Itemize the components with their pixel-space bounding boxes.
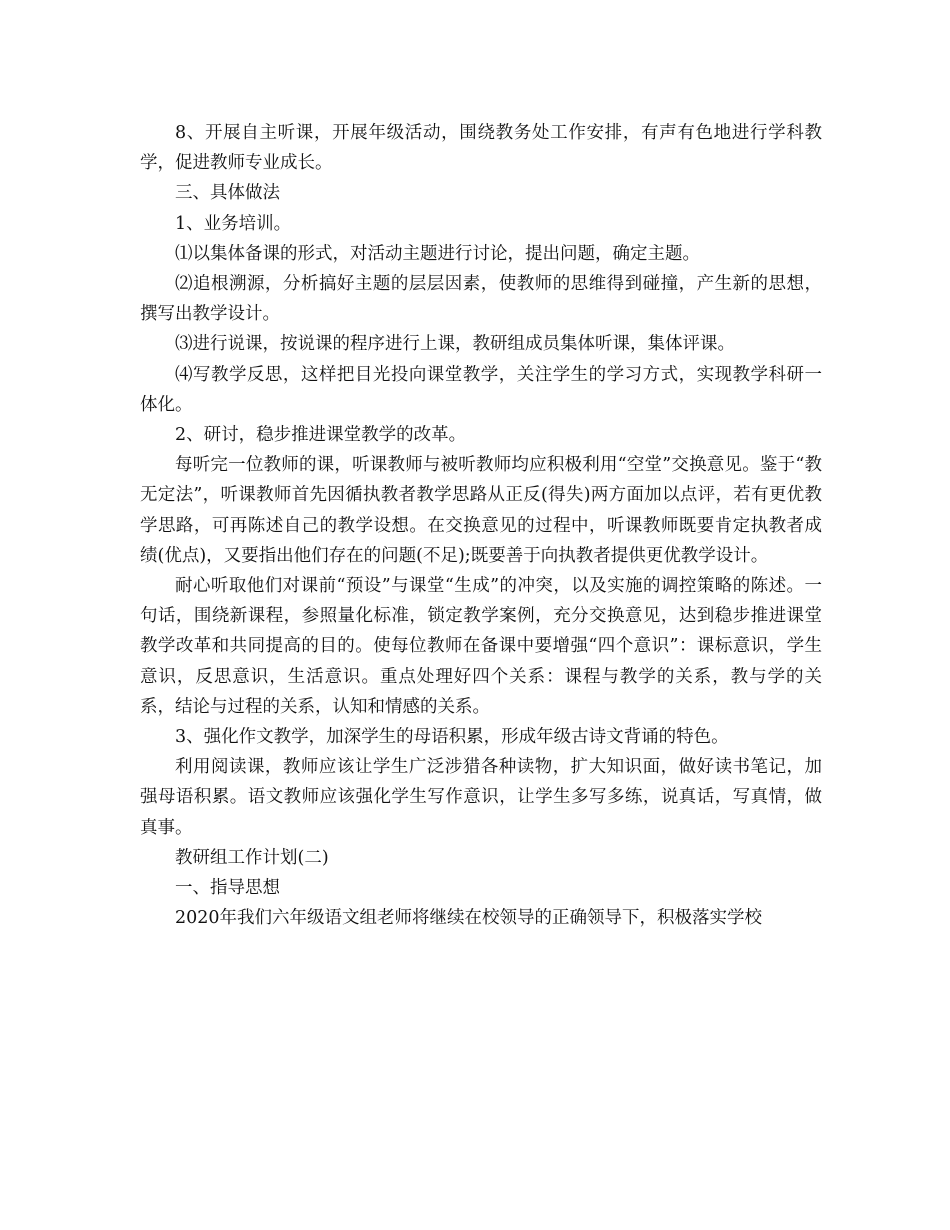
subheading-composition: 3、强化作文教学，加深学生的母语积累，形成年级古诗文背诵的特色。 <box>175 727 729 748</box>
body-paragraph-listening: 耐心听取他们对课前“预设”与课堂“生成”的冲突，以及实施的调控策略的陈述。一句话，围绕新课程，参照量化标准，锁定教学案例，充分交换意见，达到稳步推进课堂教学改革和共同提高的目的。使每位教师在备课中要增强“四个意识”：课标意识，学生意识，反思意识，生活意识。重点处理好四个关系：课程与教学的关系，教与学的关系，结论与过程的关系，认知和情感的关系。 <box>140 576 822 717</box>
paragraph-item-8: 8、开展自主听课，开展年级活动，围绕教务处工作安排，有声有色地进行学科教学，促进教师专业成长。 <box>140 123 822 174</box>
document-body <box>140 118 822 933</box>
section-heading-guiding-thought: 一、指导思想 <box>175 878 280 899</box>
list-item-3: ⑶进行说课，按说课的程序进行上课，教研组成员集体听课，集体评课。 <box>175 334 735 355</box>
list-item-1: ⑴以集体备课的形式，对活动主题进行讨论，提出问题，确定主题。 <box>175 243 700 264</box>
body-paragraph-reading: 利用阅读课，教师应该让学生广泛涉猎各种读物，扩大知识面，做好读书笔记，加强母语积累。语文教师应该强化学生写作意识，让学生多写多练，说真话，写真情，做真事。 <box>140 757 822 838</box>
subheading-training: 1、业务培训。 <box>175 213 292 234</box>
section-title-plan-two: 教研组工作计划(二) <box>175 847 329 868</box>
section-heading-methods: 三、具体做法 <box>175 183 280 204</box>
list-item-4: ⑷写教学反思，这样把目光投向课堂教学，关注学生的学习方式，实现教学科研一体化。 <box>140 364 822 415</box>
body-paragraph-lesson-review: 每听完一位教师的课，听课教师与被听教师均应积极利用“空堂”交换意见。鉴于“教无定法”，听课教师首先因循执教者教学思路从正反(得失)两方面加以点评，若有更优教学思路，可再陈述自己的教学设想。在交换意见的过程中，听课教师既要肯定执教者成绩(优点)，又要指出他们存在的问题(不足);既要善于向执教者提供更优教学设计。 <box>140 455 822 566</box>
body-paragraph-2020: 2020年我们六年级语文组老师将继续在校领导的正确领导下，积极落实学校 <box>175 908 763 929</box>
list-item-2: ⑵追根溯源，分析搞好主题的层层因素，使教师的思维得到碰撞，产生新的思想，撰写出教学设计。 <box>140 274 822 325</box>
subheading-discussion: 2、研讨，稳步推进课堂教学的改革。 <box>175 425 467 446</box>
